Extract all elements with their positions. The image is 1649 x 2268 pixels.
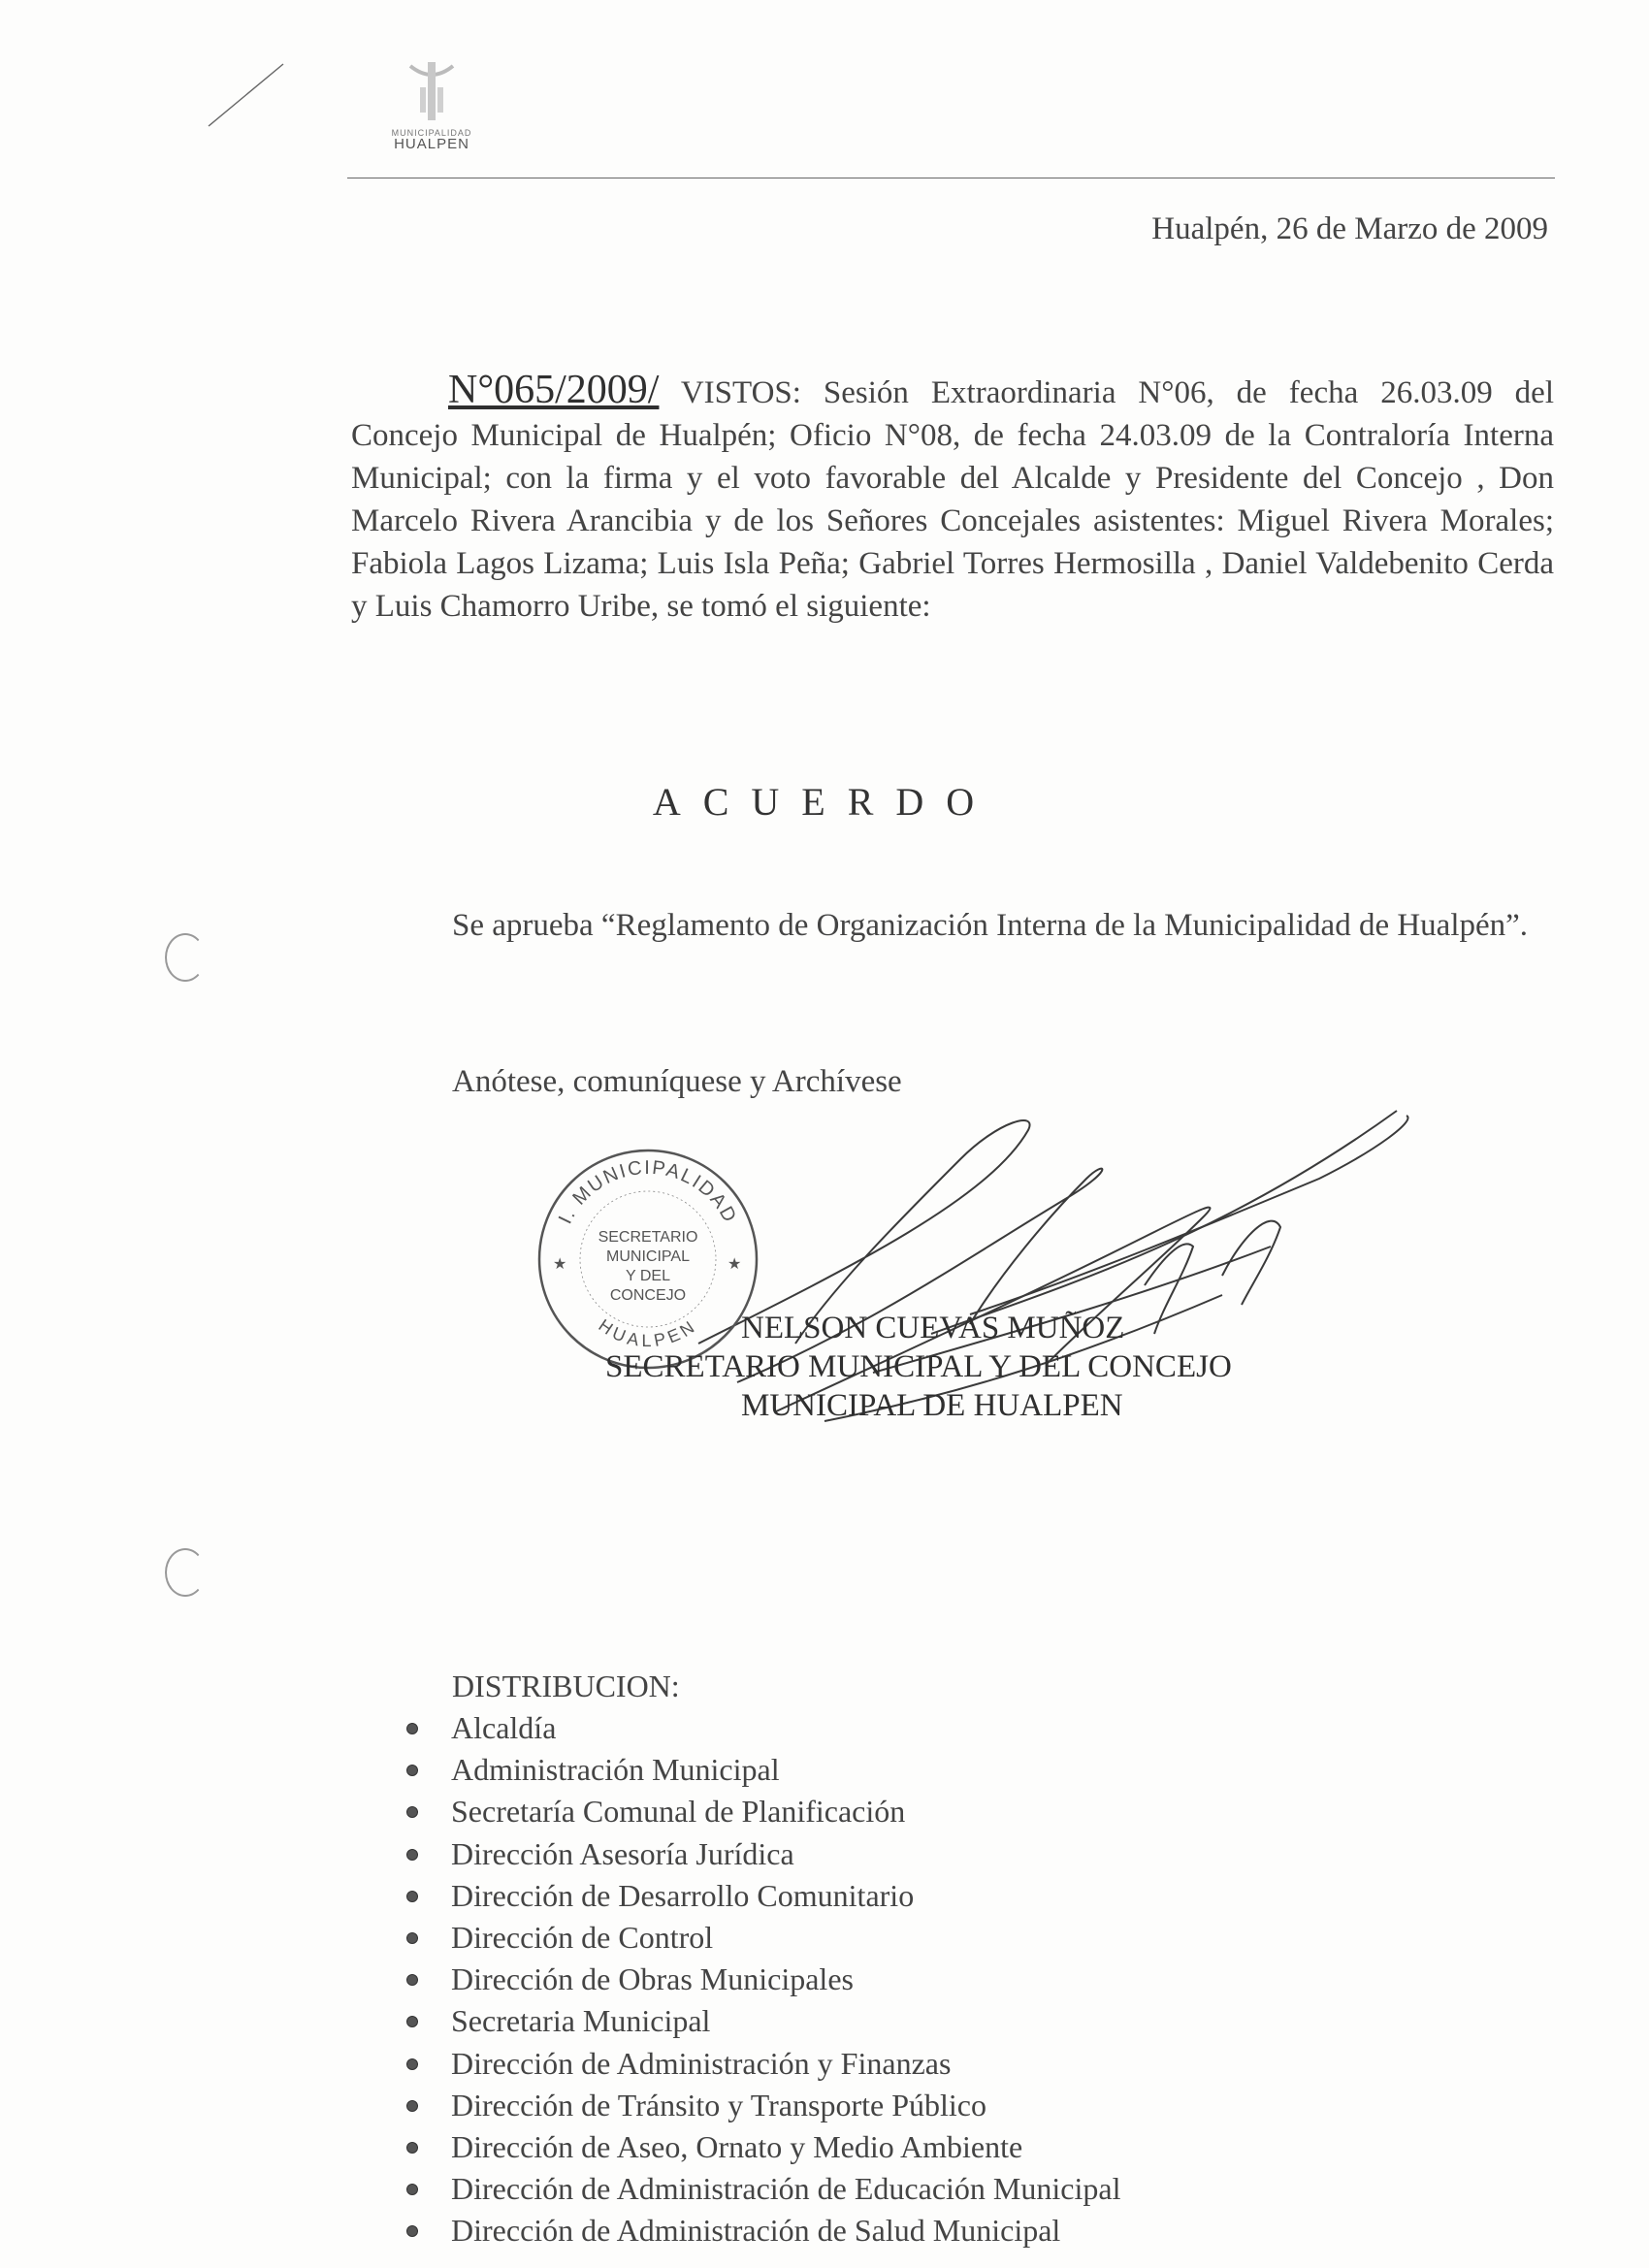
bullet-icon bbox=[406, 1723, 418, 1734]
list-item: Secretaria Municipal bbox=[403, 2000, 1120, 2042]
punch-hole-top bbox=[165, 933, 206, 982]
bullet-icon bbox=[406, 2184, 418, 2195]
acuerdo-heading: ACUERDO bbox=[652, 780, 997, 824]
list-item: Dirección de Control bbox=[403, 1917, 1120, 1959]
bullet-icon bbox=[406, 1765, 418, 1776]
stamp-star-right-icon: ★ bbox=[728, 1256, 742, 1273]
stamp-star-left-icon: ★ bbox=[553, 1256, 567, 1273]
signatory-name: NELSON CUEVAS MUÑOZ bbox=[741, 1311, 1125, 1345]
bullet-icon bbox=[406, 2016, 418, 2027]
list-item: Alcaldía bbox=[403, 1707, 1120, 1749]
distribution-list bbox=[403, 1707, 1120, 2252]
logo-name: HUALPEN bbox=[394, 136, 469, 152]
approval-paragraph: Se aprueba “Reglamento de Organización Interna de la Municipalidad de Hualpén”. bbox=[452, 908, 1529, 943]
municipal-emblem-icon bbox=[403, 58, 461, 126]
list-item: Dirección de Obras Municipales bbox=[403, 1959, 1120, 2000]
bullet-icon bbox=[406, 1806, 418, 1818]
list-item: Secretaría Comunal de Planificación bbox=[403, 1791, 1120, 1832]
bullet-icon bbox=[406, 2100, 418, 2112]
logo-caption: MUNICIPALIDAD bbox=[391, 128, 472, 138]
stamp-line-3: Y DEL bbox=[626, 1268, 670, 1284]
signatory-title-1: SECRETARIO MUNICIPAL Y DEL CONCEJO bbox=[605, 1349, 1232, 1384]
list-item: Dirección de Desarrollo Comunitario bbox=[403, 1875, 1120, 1917]
official-stamp bbox=[532, 1143, 764, 1376]
pen-mark bbox=[204, 58, 291, 136]
stamp-line-4: CONCEJO bbox=[609, 1287, 687, 1304]
list-item: Dirección de Administración de Educación Municipal bbox=[403, 2168, 1120, 2210]
bullet-icon bbox=[406, 2142, 418, 2154]
list-item: Dirección de Tránsito y Transporte Público bbox=[403, 2085, 1120, 2126]
document-date: Hualpén, 26 de Marzo de 2009 bbox=[1151, 211, 1548, 246]
stamp-line-2: MUNICIPAL bbox=[606, 1248, 690, 1265]
vistos-text: VISTOS: Sesión Extraordinaria N°06, de fecha 26.03.09 del Concejo Municipal de Hualpén; Oficio N°08, de fecha 24.03.09 de la Contraloría Interna Municipal; con la firma y el voto favorable del Alcalde y Presidente del Concejo , Don Marcelo Rivera Arancibia y de los Señores Concejales asistentes: Miguel Rivera Morales; Fabiola Lagos Lizama; Luis Isla Peña; Gabriel Torres Hermosilla , Daniel Valdebenito Cerda y Luis Chamorro Uribe, se tomó el siguiente: bbox=[351, 375, 1554, 624]
list-item: Dirección Asesoría Jurídica bbox=[403, 1833, 1120, 1875]
list-item: Dirección de Administración de Salud Municipal bbox=[403, 2210, 1120, 2252]
bullet-icon bbox=[406, 1932, 418, 1944]
signatory-title-2: MUNICIPAL DE HUALPEN bbox=[741, 1388, 1123, 1423]
distribution-title: DISTRIBUCION: bbox=[452, 1669, 680, 1703]
municipal-logo bbox=[369, 58, 495, 151]
bullet-icon bbox=[406, 1849, 418, 1861]
stamp-line-1: SECRETARIO bbox=[598, 1229, 698, 1246]
bullet-icon bbox=[406, 2225, 418, 2237]
signatory-block bbox=[605, 1309, 1232, 1425]
closing-line: Anótese, comuníquese y Archívese bbox=[452, 1064, 902, 1099]
stamp-bottom-text: HUALPEN bbox=[595, 1314, 701, 1351]
bullet-icon bbox=[406, 2058, 418, 2070]
vistos-paragraph bbox=[351, 369, 1554, 628]
stamp-ring-text: I. MUNICIPALIDAD bbox=[554, 1156, 741, 1228]
punch-hole-bottom bbox=[165, 1548, 206, 1597]
list-item: Administración Municipal bbox=[403, 1749, 1120, 1791]
bullet-icon bbox=[406, 1891, 418, 1902]
svg-text:HUALPEN bbox=[595, 1315, 700, 1350]
list-item: Dirección de Administración y Finanzas bbox=[403, 2043, 1120, 2085]
bullet-icon bbox=[406, 1974, 418, 1986]
resolution-number: N°065/2009/ bbox=[448, 368, 660, 412]
svg-text:I. MUNICIPALIDAD bbox=[555, 1157, 741, 1227]
list-item: Dirección de Aseo, Ornato y Medio Ambiente bbox=[403, 2126, 1120, 2168]
